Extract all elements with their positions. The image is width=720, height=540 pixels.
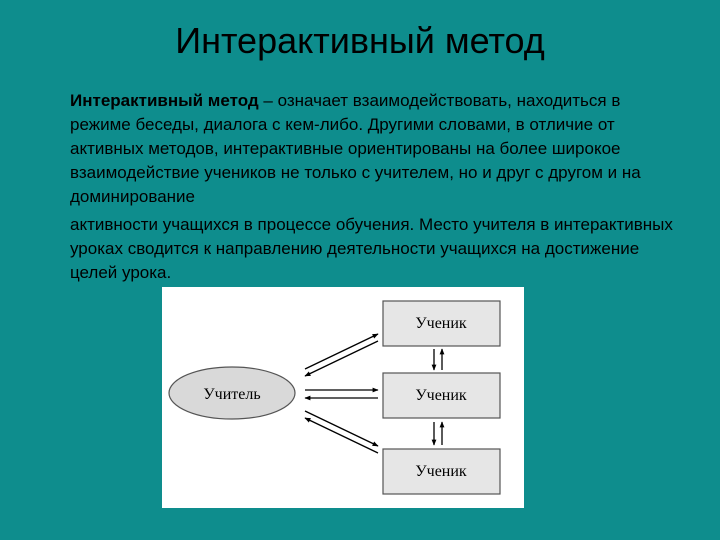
definition-text-part2: активности учащихся в процессе обучения. Место учителя в интерактивных уроках сводится к направлению деятельности учащихся на достижение целей урока. — [70, 215, 673, 282]
definition-paragraph-1 — [70, 89, 680, 209]
teacher-label: Учитель — [203, 386, 261, 403]
definition-text-part1: – означает взаимодействовать, находиться в режиме беседы, диалога с кем-либо. Другими словами, в отличие от активных методов, интерактивные ориентированы на более широкое взаимодействие учеников не только с учителем, но и друг с другом и на доминирование — [70, 91, 641, 206]
definition-text — [70, 89, 680, 285]
student-label-3: Ученик — [415, 463, 467, 480]
student-label-1: Ученик — [415, 315, 467, 332]
slide-title: Интерактивный метод — [175, 20, 545, 61]
definition-term: Интерактивный метод — [70, 91, 259, 110]
student-label-2: Ученик — [415, 387, 467, 404]
arrow-teacher-to-student-3 — [305, 411, 378, 446]
interaction-diagram — [162, 287, 524, 508]
arrow-teacher-to-student-1 — [305, 334, 378, 369]
arrow-student-3-to-teacher — [305, 418, 378, 453]
diagram-canvas — [162, 287, 524, 508]
arrow-student-1-to-teacher — [305, 341, 378, 376]
